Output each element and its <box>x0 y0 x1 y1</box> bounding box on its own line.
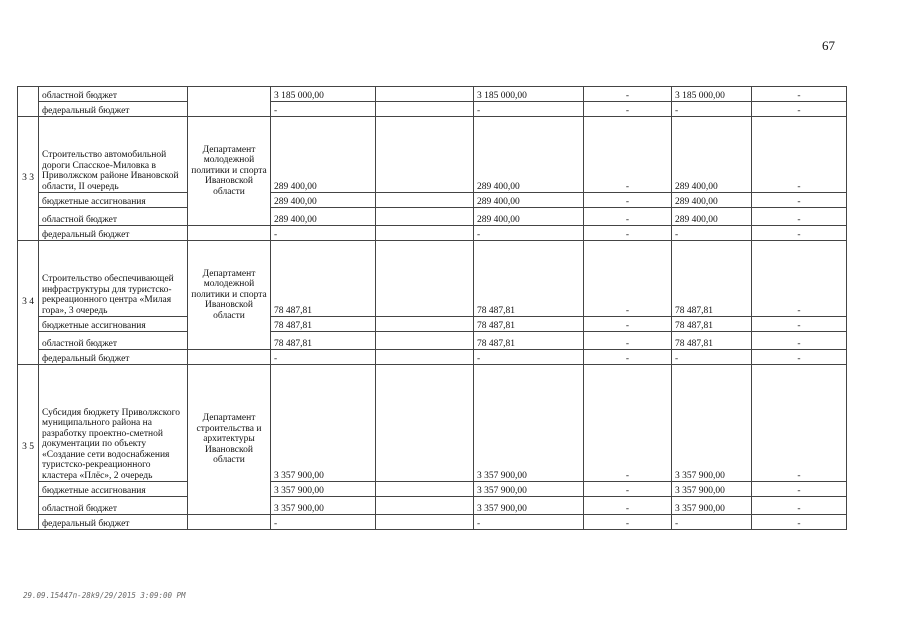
value-cell-v5: 3 357 900,00 <box>672 365 752 482</box>
table-row <box>18 350 847 365</box>
value-cell-v1: 289 400,00 <box>271 208 376 226</box>
table-row <box>18 482 847 497</box>
value-cell-v2 <box>376 317 474 332</box>
value-cell-v5: 289 400,00 <box>672 117 752 193</box>
value-cell-v3: - <box>474 226 584 241</box>
table-row <box>18 117 847 193</box>
value-cell-v6: - <box>752 332 847 350</box>
value-cell-v4: - <box>584 208 672 226</box>
table-row <box>18 365 847 482</box>
table-row <box>18 226 847 241</box>
value-cell-v2 <box>376 241 474 317</box>
value-cell-v1: 78 487,81 <box>271 317 376 332</box>
value-cell-v2 <box>376 482 474 497</box>
value-cell-v4: - <box>584 350 672 365</box>
row-name-cell: областной бюджет <box>39 87 188 102</box>
project-number-cell: 3 4 <box>18 241 39 365</box>
value-cell-v6: - <box>752 87 847 102</box>
value-cell-v2 <box>376 515 474 530</box>
table-row <box>18 241 847 317</box>
number-cell <box>18 87 39 117</box>
value-cell-v4: - <box>584 117 672 193</box>
department-cell: Департамент строительства и архитектуры Ивановской области <box>188 365 271 515</box>
value-cell-v4: - <box>584 87 672 102</box>
value-cell-v5: 3 357 900,00 <box>672 482 752 497</box>
value-cell-v4: - <box>584 102 672 117</box>
value-cell-v5: 289 400,00 <box>672 208 752 226</box>
value-cell-v3: - <box>474 102 584 117</box>
value-cell-v2 <box>376 350 474 365</box>
row-name-cell: Субсидия бюджету Приволжского муниципального района на разработку проектно-сметной документации по объекту «Создание сети водоснабжения туристско-рекреационного кластера «Плёс», 2 очередь <box>39 365 188 482</box>
budget-table <box>17 86 847 530</box>
value-cell-v4: - <box>584 515 672 530</box>
value-cell-v3: 3 185 000,00 <box>474 87 584 102</box>
value-cell-v1: 3 357 900,00 <box>271 497 376 515</box>
value-cell-v2 <box>376 365 474 482</box>
value-cell-v2 <box>376 87 474 102</box>
value-cell-v4: - <box>584 317 672 332</box>
row-name-cell: федеральный бюджет <box>39 350 188 365</box>
value-cell-v5: 78 487,81 <box>672 332 752 350</box>
value-cell-v1: 78 487,81 <box>271 332 376 350</box>
value-cell-v2 <box>376 208 474 226</box>
value-cell-v3: 289 400,00 <box>474 193 584 208</box>
value-cell-v6: - <box>752 317 847 332</box>
value-cell-v1: 289 400,00 <box>271 193 376 208</box>
value-cell-v1: 3 185 000,00 <box>271 87 376 102</box>
value-cell-v4: - <box>584 365 672 482</box>
value-cell-v3: 289 400,00 <box>474 117 584 193</box>
row-name-cell: Строительство обеспечивающей инфраструктуры для туристско-рекреационного центра «Милая гора», 3 очередь <box>39 241 188 317</box>
value-cell-v6: - <box>752 241 847 317</box>
value-cell-v1: - <box>271 515 376 530</box>
row-name-cell: областной бюджет <box>39 497 188 515</box>
row-name-cell: бюджетные ассигнования <box>39 482 188 497</box>
value-cell-v4: - <box>584 332 672 350</box>
table-row <box>18 208 847 226</box>
value-cell-v3: 3 357 900,00 <box>474 365 584 482</box>
value-cell-v3: 78 487,81 <box>474 241 584 317</box>
row-name-cell: Строительство автомобильной дороги Спасское-Миловка в Приволжском районе Ивановской области, II очередь <box>39 117 188 193</box>
row-name-cell: бюджетные ассигнования <box>39 317 188 332</box>
value-cell-v5: - <box>672 102 752 117</box>
row-name-cell: областной бюджет <box>39 332 188 350</box>
empty-department-cell <box>188 226 271 241</box>
value-cell-v1: - <box>271 226 376 241</box>
table-row <box>18 193 847 208</box>
project-number-cell: 3 5 <box>18 365 39 530</box>
value-cell-v3: 3 357 900,00 <box>474 482 584 497</box>
row-name-cell: бюджетные ассигнования <box>39 193 188 208</box>
value-cell-v2 <box>376 193 474 208</box>
value-cell-v2 <box>376 102 474 117</box>
value-cell-v4: - <box>584 497 672 515</box>
value-cell-v6: - <box>752 482 847 497</box>
value-cell-v5: 3 357 900,00 <box>672 497 752 515</box>
empty-department-cell <box>188 515 271 530</box>
value-cell-v5: - <box>672 515 752 530</box>
value-cell-v6: - <box>752 497 847 515</box>
value-cell-v1: 289 400,00 <box>271 117 376 193</box>
table-row <box>18 332 847 350</box>
value-cell-v4: - <box>584 482 672 497</box>
document-footer: 29.09.15447п-28k9/29/2015 3:09:00 PM <box>23 591 186 600</box>
table-row <box>18 317 847 332</box>
project-number-cell: 3 3 <box>18 117 39 241</box>
page-number: 67 <box>822 38 835 53</box>
value-cell-v4: - <box>584 226 672 241</box>
value-cell-v6: - <box>752 193 847 208</box>
table-row <box>18 102 847 117</box>
row-name-cell: федеральный бюджет <box>39 515 188 530</box>
value-cell-v3: 78 487,81 <box>474 317 584 332</box>
value-cell-v5: 289 400,00 <box>672 193 752 208</box>
row-name-cell: областной бюджет <box>39 208 188 226</box>
value-cell-v1: 3 357 900,00 <box>271 365 376 482</box>
value-cell-v5: - <box>672 226 752 241</box>
value-cell-v6: - <box>752 365 847 482</box>
value-cell-v2 <box>376 117 474 193</box>
table-row <box>18 497 847 515</box>
value-cell-v2 <box>376 226 474 241</box>
value-cell-v5: 78 487,81 <box>672 317 752 332</box>
value-cell-v6: - <box>752 515 847 530</box>
value-cell-v4: - <box>584 193 672 208</box>
value-cell-v6: - <box>752 226 847 241</box>
value-cell-v1: 78 487,81 <box>271 241 376 317</box>
value-cell-v5: 3 185 000,00 <box>672 87 752 102</box>
value-cell-v3: 289 400,00 <box>474 208 584 226</box>
department-cell <box>188 87 271 117</box>
value-cell-v6: - <box>752 102 847 117</box>
value-cell-v3: 78 487,81 <box>474 332 584 350</box>
value-cell-v1: 3 357 900,00 <box>271 482 376 497</box>
row-name-cell: федеральный бюджет <box>39 226 188 241</box>
value-cell-v4: - <box>584 241 672 317</box>
value-cell-v3: - <box>474 515 584 530</box>
department-cell: Департамент молодежной политики и спорта Ивановской области <box>188 117 271 226</box>
value-cell-v6: - <box>752 117 847 193</box>
value-cell-v6: - <box>752 350 847 365</box>
department-cell: Департамент молодежной политики и спорта Ивановской области <box>188 241 271 350</box>
value-cell-v5: - <box>672 350 752 365</box>
value-cell-v5: 78 487,81 <box>672 241 752 317</box>
value-cell-v2 <box>376 497 474 515</box>
value-cell-v2 <box>376 332 474 350</box>
row-name-cell: федеральный бюджет <box>39 102 188 117</box>
value-cell-v6: - <box>752 208 847 226</box>
table-row <box>18 87 847 102</box>
value-cell-v1: - <box>271 102 376 117</box>
value-cell-v3: 3 357 900,00 <box>474 497 584 515</box>
table-row <box>18 515 847 530</box>
value-cell-v3: - <box>474 350 584 365</box>
value-cell-v1: - <box>271 350 376 365</box>
empty-department-cell <box>188 350 271 365</box>
